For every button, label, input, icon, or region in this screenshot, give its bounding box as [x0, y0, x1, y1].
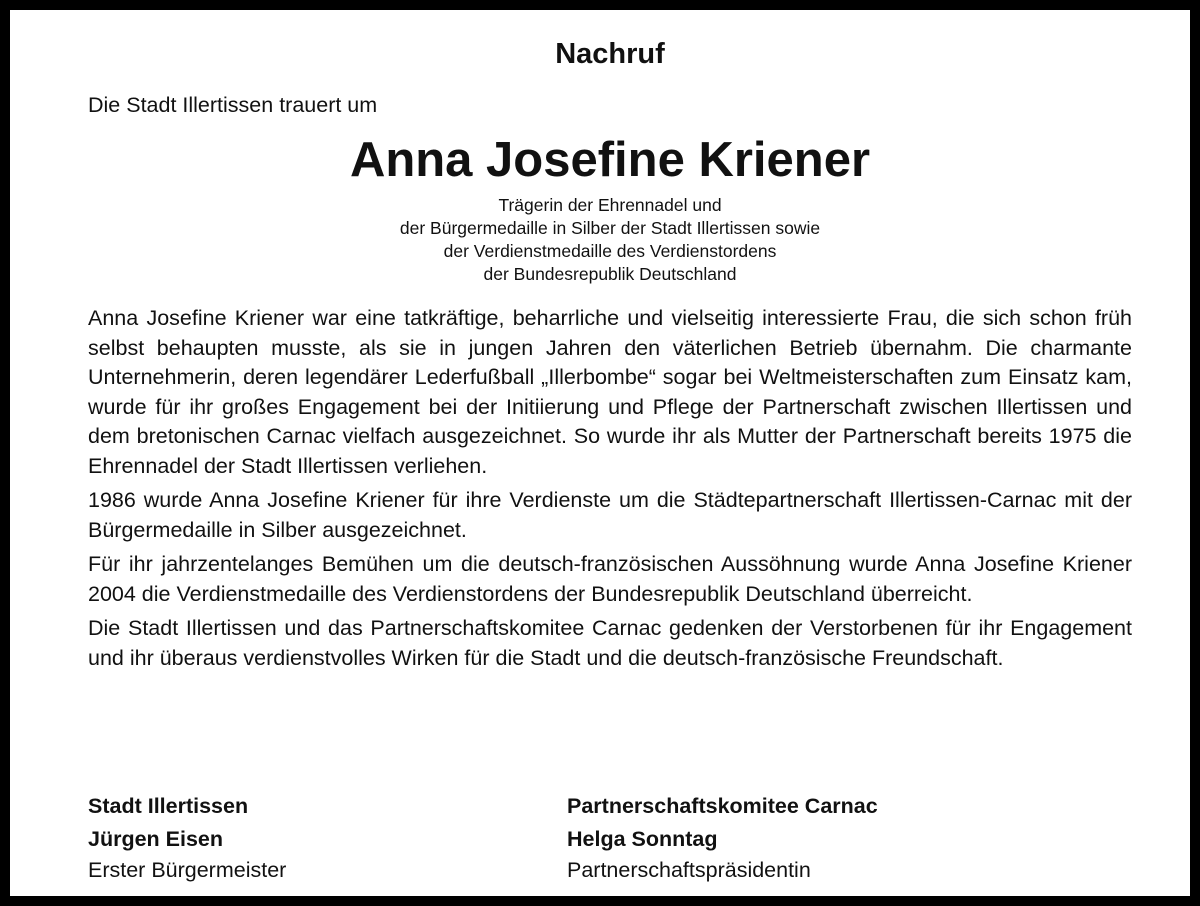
signature-city [88, 790, 286, 884]
signature-role: Erster Bürgermeister [88, 858, 287, 882]
honors-line: der Bundesrepublik Deutschland [483, 264, 737, 284]
signature-organization: Partnerschaftskomitee Carnac [567, 794, 878, 818]
signature-role: Partnerschaftspräsidentin [567, 858, 811, 882]
body-paragraph: 1986 wurde Anna Josefine Kriener für ihre Verdienste um die Städtepartnerschaft Illertissen-Carnac mit der Bürgermedaille in Silber ausgezeichnet. [88, 488, 1132, 542]
notice-intro: Die Stadt Illertissen trauert um [88, 93, 378, 117]
notice-heading: Nachruf [555, 38, 665, 70]
honors-block [88, 194, 1132, 286]
signature-person: Helga Sonntag [567, 827, 718, 851]
honors-line: der Bürgermedaille in Silber der Stadt Illertissen sowie [399, 218, 821, 238]
deceased-name: Anna Josefine Kriener [349, 133, 871, 187]
body-paragraph: Die Stadt Illertissen und das Partnerschaftskomitee Carnac gedenken der Verstorbenen für ihr Engagement und ihr überaus verdienstvolles Wirken für die Stadt und die deutsch-französische Freundschaft. [88, 616, 1132, 670]
body-paragraph: Anna Josefine Kriener war eine tatkräftige, beharrliche und vielseitig interessierte Frau, die sich schon früh selbst behaupten musste, als sie in jungen Jahren den väterlichen Betrieb übernahm. Die charmante Unternehmerin, deren legendärer Lederfußball „Illerbombe“ sogar bei Weltmeisterschaften zum Einsatz kam, wurde für ihr großes Engagement bei der Initiierung und Pflege der Partnerschaft zwischen Illertissen und dem bretonischen Carnac vielfach ausgezeichnet. So wurde ihr als Mutter der Partnerschaft bereits 1975 die Ehrennadel der Stadt Illertissen verliehen. [88, 306, 1132, 478]
honors-line: Trägerin der Ehrennadel und [498, 195, 722, 215]
signature-person: Jürgen Eisen [88, 827, 224, 851]
notice-body [88, 304, 1132, 678]
honors-line: der Verdienstmedaille des Verdienstordens [443, 241, 777, 261]
signature-organization: Stadt Illertissen [88, 794, 249, 818]
body-paragraph: Für ihr jahrzentelanges Bemühen um die deutsch-französischen Aussöhnung wurde Anna Josefine Kriener 2004 die Verdienstmedaille des Verdienstordens der Bundesrepublik Deutschland überreicht. [88, 552, 1132, 606]
signature-committee [567, 790, 878, 884]
